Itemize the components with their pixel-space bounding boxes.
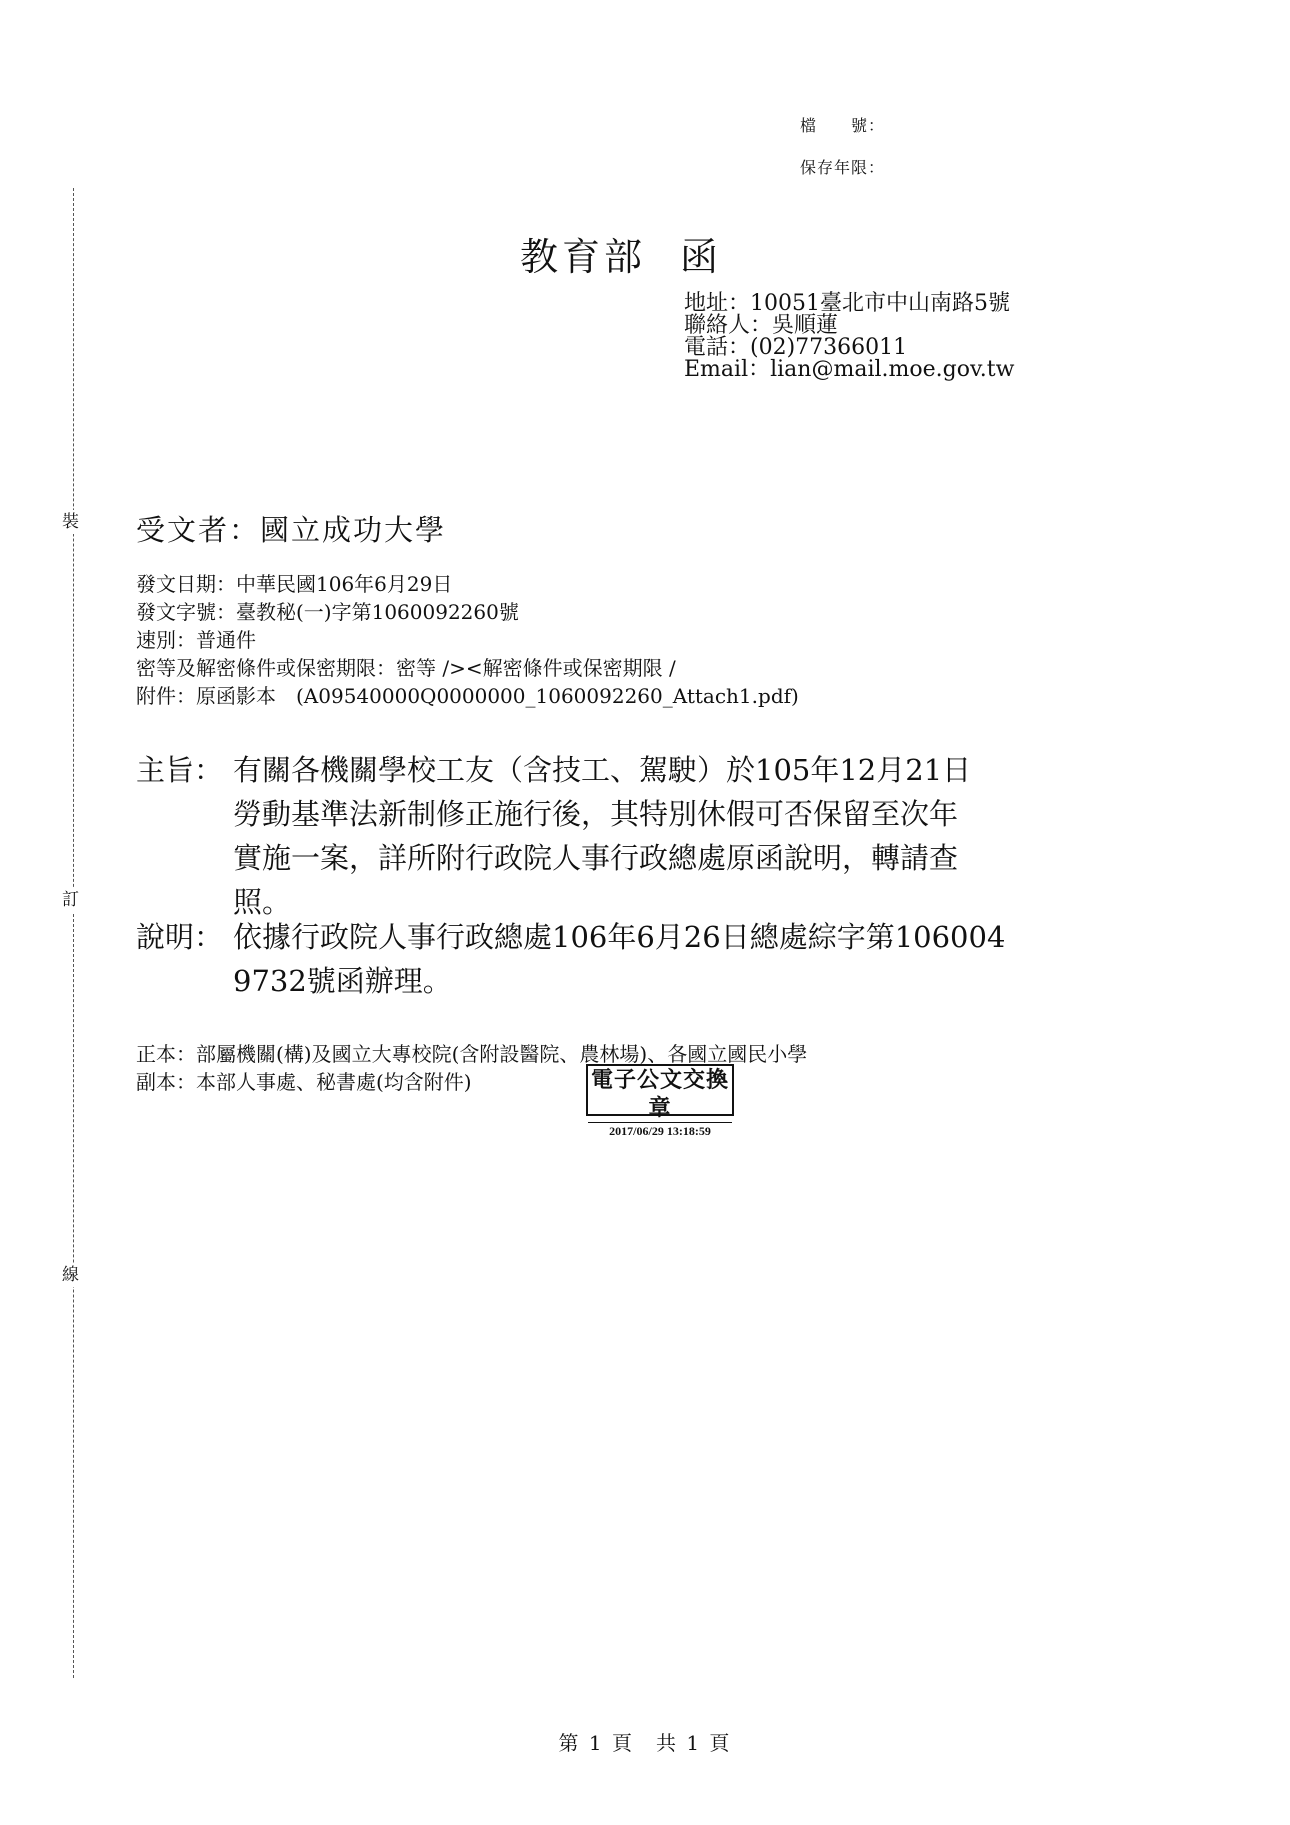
subject-line: 照。 bbox=[233, 885, 292, 919]
explanation-line: 9732號函辦理。 bbox=[233, 964, 452, 998]
original-recipients: 正本：部屬機關(構)及國立大專校院(含附設醫院、農林場)、各國立國民小學 bbox=[136, 1042, 808, 1066]
explanation-text bbox=[233, 915, 1083, 1003]
explanation-line: 依據行政院人事行政總處106年6月26日總處綜字第106004 bbox=[233, 920, 1006, 954]
subject-line: 有關各機關學校工友（含技工、駕駛）於105年12月21日 bbox=[233, 753, 972, 787]
contact-person: 聯絡人：吳順蓮 bbox=[684, 313, 839, 338]
security-level: 密等及解密條件或保密期限：密等 /><解密條件或保密期限 / bbox=[136, 656, 676, 680]
binding-char-ding: 訂 bbox=[62, 890, 79, 910]
attachment: 附件：原函影本 (A09540000Q0000000_1060092260_Attach1.pdf) bbox=[136, 684, 799, 708]
retention-label: 保存年限： bbox=[800, 158, 886, 177]
issuer-name: 教育部 bbox=[520, 235, 647, 279]
file-number-label: 檔 號： bbox=[800, 116, 886, 135]
subject-section bbox=[136, 748, 1096, 924]
subject-label: 主旨： bbox=[136, 753, 224, 787]
delivery-speed: 速別：普通件 bbox=[136, 628, 256, 652]
issuance-info bbox=[136, 570, 799, 710]
recipient: 受文者：國立成功大學 bbox=[136, 513, 447, 547]
binding-char-xian: 線 bbox=[62, 1265, 79, 1285]
contact-block bbox=[684, 293, 1014, 381]
electronic-exchange-stamp bbox=[586, 1064, 734, 1138]
subject-text bbox=[233, 748, 1083, 924]
cc-recipients: 副本：本部人事處、秘書處(均含附件) bbox=[136, 1070, 472, 1094]
explanation-label: 說明： bbox=[136, 920, 224, 954]
stamp-title: 電子公文交換章 bbox=[590, 1067, 729, 1121]
binding-dashed-line bbox=[73, 188, 74, 1678]
contact-address: 地址：10051臺北市中山南路5號 bbox=[684, 291, 1010, 316]
binding-char-zhuang: 裝 bbox=[62, 512, 79, 532]
issue-date: 發文日期：中華民國106年6月29日 bbox=[136, 572, 453, 596]
contact-phone: 電話：(02)77366011 bbox=[684, 335, 908, 360]
document-type: 函 bbox=[680, 235, 723, 279]
subject-line: 實施一案，詳所附行政院人事行政總處原函說明，轉請查 bbox=[233, 841, 959, 875]
explanation-section bbox=[136, 915, 1096, 1003]
page-footer: 第 1 頁 共 1 頁 bbox=[558, 1731, 732, 1755]
subject-line: 勞動基準法新制修正施行後，其特別休假可否保留至次年 bbox=[233, 797, 959, 831]
stamp-timestamp: 2017/06/29 13:18:59 bbox=[588, 1122, 732, 1139]
issue-number: 發文字號：臺教秘(一)字第1060092260號 bbox=[136, 600, 519, 624]
document-title bbox=[520, 226, 722, 281]
contact-email: Email：lian@mail.moe.gov.tw bbox=[684, 357, 1015, 382]
